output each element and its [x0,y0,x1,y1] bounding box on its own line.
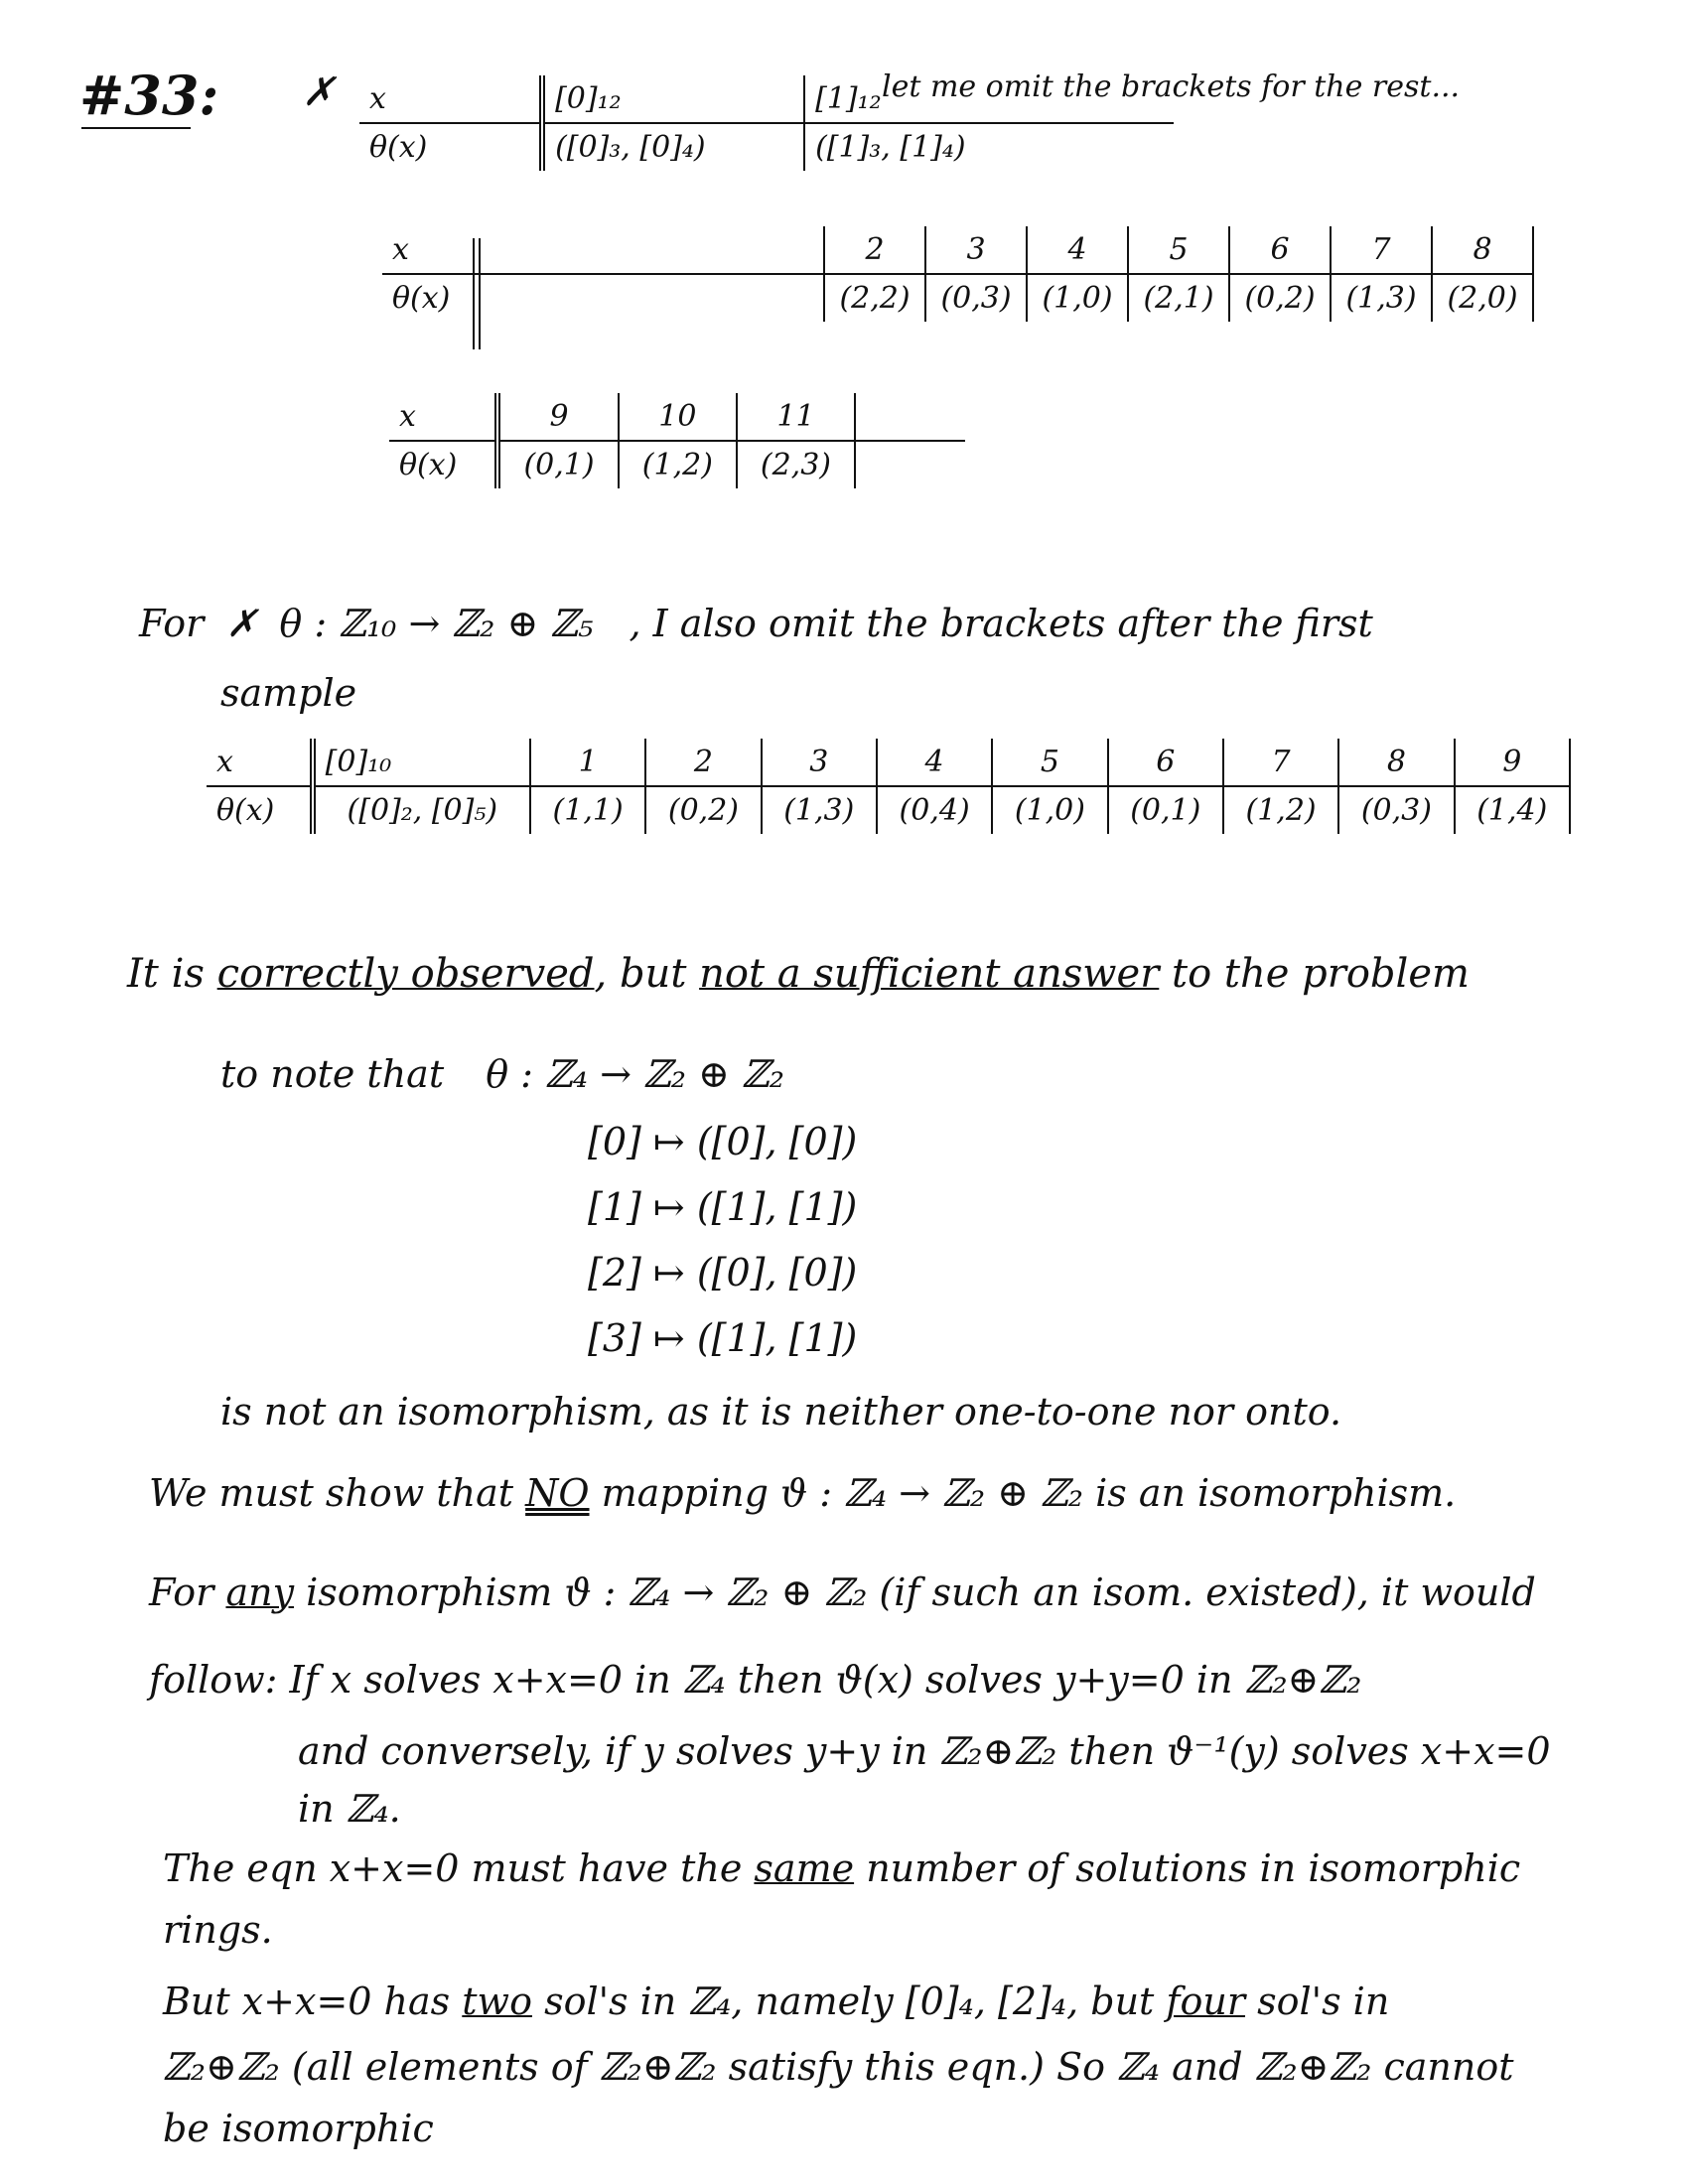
theta-value: (2,0) [1432,274,1533,322]
intro-sample-word: sample [220,671,357,715]
x-header: x [207,739,313,786]
theta-value: (2,1) [1128,274,1229,322]
x-value: 6 [1108,739,1223,786]
theta-value: (1,2) [619,441,737,488]
theta-table-mod12-row3 [389,393,965,488]
mapping-2: [1] ↦ ([1], [1]) [588,1185,858,1229]
mapping-1: [0] ↦ ([0], [0]) [588,1120,858,1163]
theta-value: (1,4) [1455,786,1570,834]
theta-value: (0,1) [497,441,619,488]
theta-value: (1,3) [1331,274,1432,322]
arg-line-9: ℤ₂⊕ℤ₂ (all elements of ℤ₂⊕ℤ₂ satisfy this eqn.) So ℤ₄ and ℤ₂⊕ℤ₂ cannot [163,2045,1514,2089]
theta-header: θ(x) [392,281,451,316]
obs-correctly-observed: correctly observed [216,951,595,997]
x-value: 10 [619,393,737,441]
double-bar-divider [473,238,481,349]
arg-but: But x+x=0 has [163,1979,451,2023]
x-value: 9 [497,393,619,441]
x-value: 6 [1229,226,1331,274]
x-value: 4 [1027,226,1128,274]
theta-value: (1,0) [1027,274,1128,322]
x-value: 4 [877,739,992,786]
arg-any-iso: isomorphism ϑ : ℤ₄ → ℤ₂ ⊕ ℤ₂ (if such an isom. existed), it would [306,1570,1536,1614]
theta-value: (2,3) [737,441,855,488]
arg-any: any [225,1570,295,1614]
obs-not-sufficient: not a sufficient answer [699,951,1160,997]
arg-line-7: rings. [163,1908,273,1952]
arg-eqn: The eqn x+x=0 must have the [163,1846,743,1890]
theta-value: (0,2) [1229,274,1331,322]
x-header: x [359,75,542,123]
x-value: 3 [925,226,1027,274]
theta-value: (1,0) [992,786,1107,834]
theta-header: θ(x) [389,441,497,488]
arg-line-1 [149,1471,1456,1515]
arg-line-5: in ℤ₄. [298,1787,401,1831]
theta-value: ([0]₃, [0]₄) [542,123,804,171]
problem-label-underline [81,127,191,129]
x-value: 7 [1331,226,1432,274]
mapping-3: [2] ↦ ([0], [0]) [588,1251,858,1295]
intro-text: , I also omit the brackets after the first [629,602,1373,645]
x-value: 5 [1128,226,1229,274]
arg-line-4: and conversely, if y solves y+y in ℤ₂⊕ℤ₂ then ϑ⁻¹(y) solves x+x=0 [298,1729,1551,1773]
x-header: x [382,226,824,274]
theta-header: θ(x) [359,123,542,171]
theta-table-mod12-row2 [382,226,1534,322]
strike-mark: ✗ [302,69,336,115]
x-value: 8 [1432,226,1533,274]
x-value: [0]₁₀ [313,739,530,786]
theta-value: (1,3) [762,786,877,834]
second-intro-line [139,602,1373,645]
theta-value: (0,3) [925,274,1027,322]
arg-line-10: be isomorphic [163,2107,434,2150]
x-value: 3 [762,739,877,786]
arg-sols-z4: sol's in ℤ₄, namely [0]₄, [2]₄, but [544,1979,1155,2023]
x-value: 9 [1455,739,1570,786]
theta-value: (1,2) [1223,786,1338,834]
theta-value: ([1]₃, [1]₄) [815,130,966,165]
arg-same: same [754,1846,855,1890]
problem-label: #33: [79,64,219,127]
x-value: 2 [824,226,925,274]
obs-it-is: It is [127,951,205,997]
x-value: 11 [737,393,855,441]
x-value: [1]₁₂ [804,75,1174,123]
arg-for: For [149,1570,214,1614]
to-note-line [220,1052,784,1096]
arg-mapping: mapping ϑ : ℤ₄ → ℤ₂ ⊕ ℤ₂ is an isomorphism. [601,1471,1457,1515]
z10-map: θ : ℤ₁₀ → ℤ₂ ⊕ ℤ₅ [279,602,594,645]
x-value: 2 [645,739,761,786]
obs-to-problem: to the problem [1172,951,1470,997]
omit-brackets-note: let me omit the brackets for the rest... [882,69,1461,104]
arg-two: two [462,1979,532,2023]
arg-line-8 [163,1979,1389,2023]
obs-to-note: to note that [220,1052,445,1096]
arg-line-6 [163,1846,1520,1890]
arg-no: NO [525,1471,590,1515]
x-value: 7 [1223,739,1338,786]
arg-four: four [1166,1979,1246,2023]
arg-sols-in: sol's in [1257,1979,1390,2023]
theta-value: (2,2) [824,274,925,322]
arg-line-2 [149,1570,1536,1614]
x-value: 1 [530,739,645,786]
x-header: x [389,393,497,441]
arg-must-show: We must show that [149,1471,514,1515]
theta-value: (0,2) [645,786,761,834]
not-iso-line: is not an isomorphism, as it is neither one-to-one nor onto. [220,1390,1342,1433]
mapping-4: [3] ↦ ([1], [1]) [588,1316,858,1360]
observation-line [127,951,1470,997]
obs-but: , but [594,951,687,997]
theta-header: θ(x) [207,786,313,834]
x-value: 5 [992,739,1107,786]
theta-table-mod10 [207,739,1571,834]
arg-number: number of solutions in isomorphic [866,1846,1521,1890]
theta-table-mod12-row1 [359,75,1174,171]
x-value: 8 [1338,739,1454,786]
theta-value: (1,1) [530,786,645,834]
theta-value: (0,4) [877,786,992,834]
x-value: [0]₁₂ [542,75,804,123]
arg-line-3: follow: If x solves x+x=0 in ℤ₄ then ϑ(x) solves y+y=0 in ℤ₂⊕ℤ₂ [149,1658,1362,1702]
theta-value: (0,3) [1338,786,1454,834]
theta-value: (0,1) [1108,786,1223,834]
obs-z4-map: θ : ℤ₄ → ℤ₂ ⊕ ℤ₂ [486,1052,784,1096]
strike-mark: ✗ [225,602,258,645]
intro-prefix: For [139,602,205,645]
theta-value: ([0]₂, [0]₅) [313,786,530,834]
